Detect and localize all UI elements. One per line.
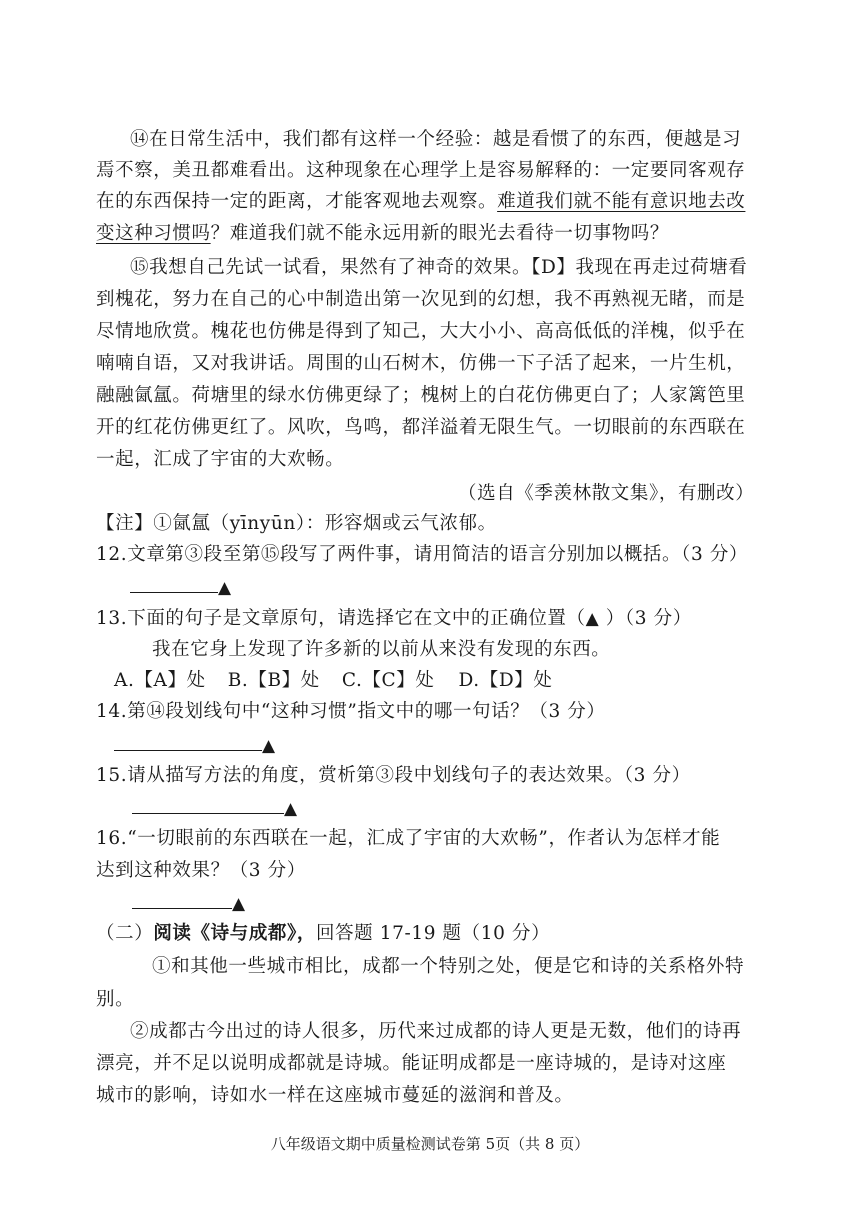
q16-answer-area[interactable]	[132, 890, 246, 917]
page-footer: 八年级语文期中质量检测试卷第 5页（共 8 页）	[270, 1135, 590, 1153]
p15-line-2: 到槐花，努力在自己的心中制造出第一次见到的幻想，我不再熟视无睹，而是	[96, 289, 746, 310]
p2-1-line-2: 别。	[96, 989, 135, 1010]
q12-answer-blank[interactable]	[130, 574, 218, 593]
annotation-note: 【注】①氤氲（yīnyūn）：形容烟或云气浓郁。	[96, 513, 497, 534]
p14-line-4	[96, 221, 669, 247]
question-15: 15.请从描写方法的角度，赏析第③段中划线句子的表达效果。（3 分）	[96, 765, 691, 786]
q13-option-a[interactable]: A.【A】处	[114, 670, 206, 691]
q12-answer-mark: ▲	[218, 578, 232, 598]
q13-options	[114, 668, 553, 694]
source-citation: （选自《季羡林散文集》，有删改）	[458, 483, 755, 504]
p14-line-3-text: 在的东西保持一定的距离，才能客观地去观察。	[96, 191, 498, 212]
q12-answer-area[interactable]	[130, 574, 232, 601]
q13-text-tail: ）（3 分）	[599, 608, 692, 629]
q14-answer-blank[interactable]	[114, 732, 262, 751]
p14-underlined-sentence-part2: 变这种习惯吗	[96, 223, 211, 244]
q14-answer-mark: ▲	[262, 736, 276, 756]
q14-answer-area[interactable]	[114, 732, 276, 759]
question-13	[96, 606, 692, 632]
q13-text: 13.下面的句子是文章原句，请选择它在文中的正确位置（	[96, 608, 586, 629]
p2-2-line-2: 漂亮，并不足以说明成都就是诗城。能证明成都是一座诗城的，是诗对这座	[96, 1053, 727, 1074]
section-2-heading	[96, 921, 550, 947]
section-2-heading-title: 阅读《诗与成都》，	[153, 923, 316, 944]
p15-line-4: 喃喃自语，又对我讲话。周围的山石树木，仿佛一下子活了起来，一片生机，	[96, 353, 746, 374]
q13-option-b[interactable]: B.【B】处	[227, 670, 320, 691]
q13-answer-mark[interactable]: ▲	[585, 609, 600, 629]
p15-line-7: 一起，汇成了宇宙的大欢畅。	[96, 449, 345, 470]
p2-2-line-3: 城市的影响，诗如水一样在这座城市蔓延的滋润和普及。	[96, 1085, 574, 1106]
p14-line-2: 焉不察，美丑都难看出。这种现象在心理学上是容易解释的：一定要同客观存	[96, 160, 746, 181]
p15-line-6: 开的红花仿佛更红了。风吹，鸟鸣，都洋溢着无限生气。一切眼前的东西联在	[96, 417, 746, 438]
q13-option-d[interactable]: D.【D】处	[458, 670, 553, 691]
p2-2-line-1: ②成都古今出过的诗人很多，历代来过成都的诗人更是无数，他们的诗再	[130, 1021, 742, 1042]
p14-underlined-sentence-part1: 难道我们就不能有意识地去改	[497, 191, 746, 212]
q16-answer-mark: ▲	[232, 894, 246, 914]
p14-line-4-rest: ？难道我们就不能永远用新的眼光去看待一切事物吗？	[210, 223, 670, 244]
p2-1-line-1: ①和其他一些城市相比，成都一个特别之处，便是它和诗的关系格外特	[152, 956, 745, 977]
p15-line-3: 尽情地欣赏。槐花也仿佛是得到了知己，大大小小、高高低低的洋槐，似乎在	[96, 321, 746, 342]
p14-line-3	[96, 189, 745, 215]
q16-answer-blank[interactable]	[132, 890, 232, 909]
question-16-line-2: 达到这种效果？（3 分）	[96, 860, 306, 881]
question-16-line-1: 16.“一切眼前的东西联在一起，汇成了宇宙的大欢畅”，作者认为怎样才能	[96, 828, 721, 849]
question-14: 14.第⑭段划线句中“这种习惯”指文中的哪一句话？（3 分）	[96, 701, 606, 722]
question-12: 12.文章第③段至第⑮段写了两件事，请用简洁的语言分别加以概括。（3 分）	[96, 544, 749, 565]
q13-option-c[interactable]: C.【C】处	[341, 670, 435, 691]
q13-quoted-sentence: 我在它身上发现了许多新的以前从来没有发现的东西。	[152, 639, 611, 660]
q15-answer-mark: ▲	[284, 799, 298, 819]
p15-line-5: 融融氤氲。荷塘里的绿水仿佛更绿了；槐树上的白花仿佛更白了；人家篱笆里	[96, 385, 746, 406]
p14-line-1: ⑭在日常生活中，我们都有这样一个经验：越是看惯了的东西，便越是习	[130, 129, 742, 150]
p15-line-1: ⑮我想自己先试一试看，果然有了神奇的效果。【D】我现在再走过荷塘看	[130, 257, 748, 278]
q15-answer-area[interactable]	[132, 795, 298, 822]
section-2-heading-prefix: （二）	[96, 923, 154, 944]
q15-answer-blank[interactable]	[132, 795, 284, 814]
section-2-heading-rest: 回答题 17-19 题（10 分）	[315, 923, 551, 944]
